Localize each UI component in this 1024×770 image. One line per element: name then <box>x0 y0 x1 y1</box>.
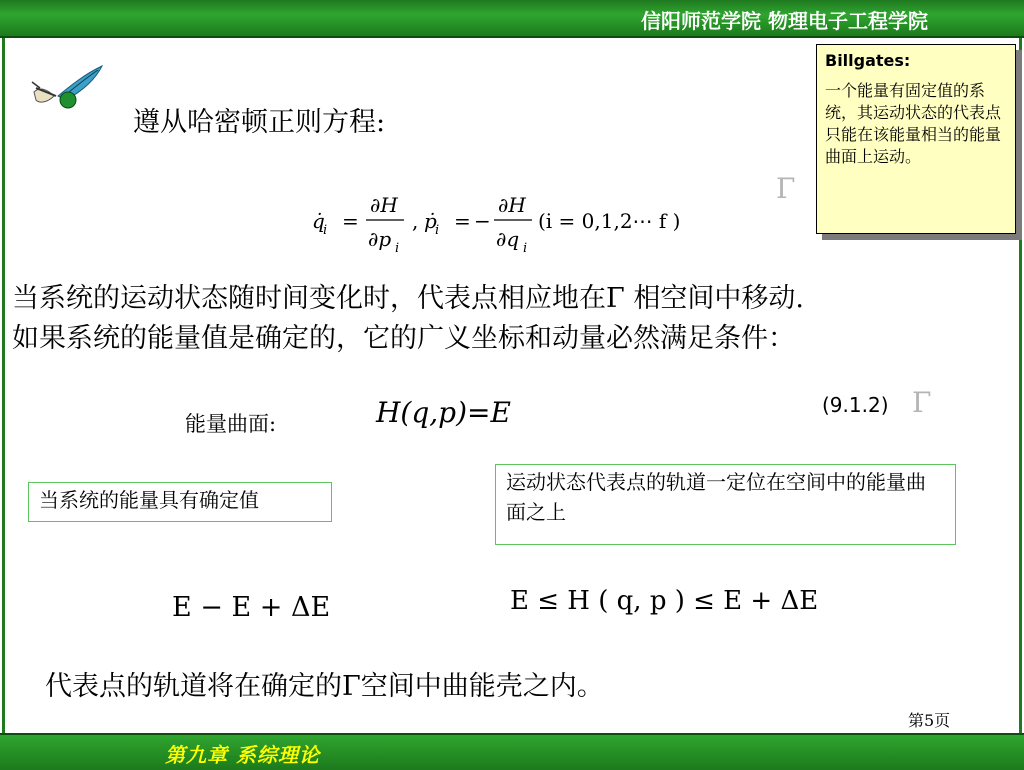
gamma-inline-2: Γ <box>342 671 361 702</box>
den-partial-p: ∂p <box>368 227 392 251</box>
p-den-sub: i <box>395 241 400 256</box>
q-dot: q̇ <box>312 209 325 233</box>
paragraph-line-1 <box>12 282 804 316</box>
para1-text-a: 当系统的运动状态随时间变化时，代表点相应地在 <box>12 283 606 314</box>
trajectory-box: 运动状态代表点的轨道一定位在空间中的能量曲面之上 <box>495 464 956 545</box>
note-author: Billgates: <box>825 51 911 70</box>
header-bar <box>0 0 1024 38</box>
gamma-mark-upper: Γ <box>776 172 796 205</box>
eq-sign-1: = <box>342 209 359 233</box>
q-den-sub: i <box>523 241 528 256</box>
hamilton-equations <box>312 186 712 256</box>
quill-pen-icon <box>30 62 106 116</box>
para1-text-b: 相空间中移动. <box>633 283 804 314</box>
paragraph-line-2: 如果系统的能量值是确定的，它的广义坐标和动量必然满足条件： <box>12 323 795 354</box>
note-body: 一个能量有固定值的系统，其运动状态的代表点只能在该能量相当的能量曲面上运动。 <box>825 81 1002 166</box>
comma: , <box>412 209 419 233</box>
p-dot: ṗ <box>424 209 437 233</box>
den-partial-q: ∂q <box>496 227 520 251</box>
energy-range-equation: E − E + ΔE <box>172 592 331 623</box>
energy-shell-inequality: E ≤ H ( q, p ) ≤ E + ΔE <box>510 586 819 616</box>
conclusion-text-b: 空间中曲能壳之内。 <box>360 671 604 702</box>
gamma-inline-1: Γ <box>606 283 625 314</box>
energy-surface-label: 能量曲面: <box>185 412 277 436</box>
footer-bar <box>0 733 1024 770</box>
num-partial-h-2: ∂H <box>498 193 526 217</box>
header-title: 信阳师范学院 物理电子工程学院 <box>641 9 928 33</box>
gamma-mark-lower: Γ <box>912 386 932 419</box>
minus-sign: − <box>474 209 491 233</box>
conclusion-text <box>45 664 604 703</box>
eq-sign-2: = <box>454 209 471 233</box>
energy-fixed-box: 当系统的能量具有确定值 <box>28 482 332 522</box>
energy-surface-equation: H(q,p)=E <box>376 396 511 429</box>
num-partial-h-1: ∂H <box>370 193 398 217</box>
conclusion-text-a: 代表点的轨道将在确定的 <box>45 671 342 702</box>
q-sub: i <box>323 223 328 238</box>
p-sub: i <box>435 223 440 238</box>
index-range: (i = 0,1,2⋯ f ) <box>538 209 681 233</box>
page-number: 第5页 <box>908 711 951 730</box>
comment-note[interactable] <box>816 44 1016 234</box>
section-heading: 遵从哈密顿正则方程: <box>133 107 386 138</box>
equation-number: (9.1.2) <box>822 393 889 417</box>
footer-chapter-title: 第九章 系综理论 <box>165 743 320 767</box>
